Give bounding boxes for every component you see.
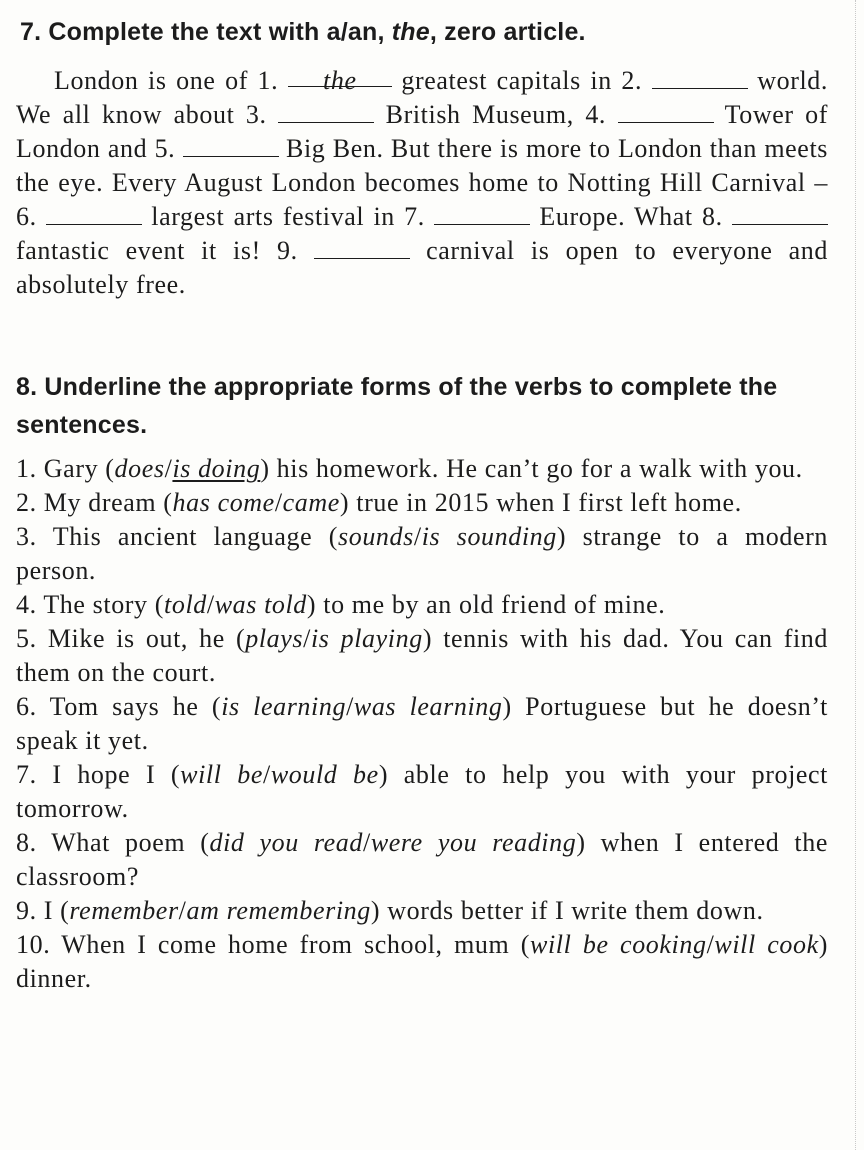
task-7-title-italic: the <box>391 18 430 46</box>
verb-option-a[interactable]: will be cooking <box>530 930 707 959</box>
sentence-item: 9. I (remember/am remembering) words better if I write them down. <box>16 896 764 925</box>
passage-segment: Europe. What 8. <box>530 202 732 231</box>
task-7-passage <box>16 64 828 302</box>
verb-option-b[interactable]: is sounding <box>421 522 557 551</box>
blank-7[interactable] <box>434 202 530 225</box>
verb-option-a[interactable]: plays <box>245 624 304 653</box>
verb-option-a[interactable]: has come <box>172 488 275 517</box>
sentence-text: ) to me by an old friend of mine. <box>306 590 666 619</box>
page-edge-dotted-border <box>855 0 864 1150</box>
verb-option-b[interactable]: am remembering <box>186 896 371 925</box>
passage-segment: British Museum, 4. <box>374 100 618 129</box>
verb-option-a[interactable]: does <box>114 454 165 483</box>
sentence-text: 10. When I come home from school, mum ( <box>16 930 531 959</box>
passage-segment: carnival is open to everyone and absolutely free. <box>16 236 829 299</box>
task-7-title-prefix: 7. Complete the text with a/an, <box>20 18 392 46</box>
sentence-item: 4. The story (told/was told) to me by an old friend of mine. <box>16 590 666 619</box>
verb-option-b[interactable]: is playing <box>310 624 423 653</box>
sentence-text: ) tennis with his dad. You can find them on the court. <box>16 624 828 687</box>
sentence-text: ) strange to a modern person. <box>16 522 828 585</box>
verb-option-b[interactable]: was learning <box>353 692 503 721</box>
blank-1-answer[interactable]: the <box>288 64 392 87</box>
blank-2[interactable] <box>652 66 748 89</box>
blank-9[interactable] <box>314 236 410 259</box>
sentence-text: ) words better if I write them down. <box>370 896 764 925</box>
blank-3[interactable] <box>278 100 374 123</box>
verb-option-b[interactable]: will cook <box>714 930 819 959</box>
sentence-text: ) dinner. <box>16 930 828 993</box>
sentence-item: 1. Gary (does/is doing) his homework. He can’t go for a walk with you. <box>16 454 803 483</box>
sentence-text: 4. The story ( <box>16 590 165 619</box>
verb-option-a[interactable]: did you read <box>209 828 363 857</box>
sentence-text: 6. Tom says he ( <box>16 692 222 721</box>
sentence-item: 8. What poem (did you read/were you reading) when I entered the classroom? <box>16 828 828 891</box>
passage-segment: world. We all know about 3. <box>16 66 829 129</box>
sentence-text: ) his homework. He can’t go for a walk with you. <box>260 454 803 483</box>
verb-option-a[interactable]: remember <box>69 896 179 925</box>
passage-segment: London is one of 1. <box>54 66 288 95</box>
sentence-item: 6. Tom says he (is learning/was learning) Portuguese but he doesn’t speak it yet. <box>16 692 828 755</box>
verb-option-b[interactable]: were you reading <box>370 828 577 857</box>
passage-segment: fantastic event it is! 9. <box>16 236 314 265</box>
verb-option-b[interactable]: would be <box>270 760 379 789</box>
task-8-sentence-list <box>16 452 828 996</box>
sentence-item: 2. My dream (has come/came) true in 2015 when I first left home. <box>16 488 742 517</box>
passage-segment: Tower of London and 5. <box>16 100 828 163</box>
verb-option-b[interactable]: is doing <box>172 454 261 483</box>
sentence-text: 5. Mike is out, he ( <box>16 624 246 653</box>
sentence-item: 3. This ancient language (sounds/is sounding) strange to a modern person. <box>16 522 828 585</box>
task-7-title-suffix: , zero article. <box>429 18 586 46</box>
sentence-item: 7. I hope I (will be/would be) able to help you with your project tomorrow. <box>16 760 828 823</box>
sentence-text: 3. This ancient language ( <box>16 522 339 551</box>
verb-option-a[interactable]: sounds <box>338 522 414 551</box>
verb-option-b[interactable]: was told <box>214 590 307 619</box>
sentence-text: 2. My dream ( <box>16 488 173 517</box>
sentence-text: ) able to help you with your project tomorrow. <box>16 760 828 823</box>
sentence-text: 1. Gary ( <box>16 454 115 483</box>
passage-segment: Big Ben. But there is more to London than meets the eye. Every August London becomes home to Notting Hill Carnival – 6. <box>16 134 828 231</box>
verb-option-a[interactable]: told <box>164 590 207 619</box>
verb-option-b[interactable]: came <box>282 488 340 517</box>
sentence-item: 5. Mike is out, he (plays/is playing) tennis with his dad. You can find them on the court. <box>16 624 828 687</box>
verb-option-a[interactable]: is learning <box>221 692 347 721</box>
sentence-text: 9. I ( <box>16 896 70 925</box>
passage-segment: greatest capitals in 2. <box>391 66 652 95</box>
blank-6[interactable] <box>46 202 142 225</box>
blank-4[interactable] <box>618 100 714 123</box>
task-8-title: 8. Underline the appropriate forms of the verbs to complete the sentences. <box>16 373 778 439</box>
sentence-text: ) when I entered the classroom? <box>16 828 828 891</box>
passage-segment: largest arts festival in 7. <box>142 202 435 231</box>
blank-8[interactable] <box>732 202 828 225</box>
sentence-text: 7. I hope I ( <box>16 760 181 789</box>
sentence-text: ) true in 2015 when I first left home. <box>339 488 742 517</box>
verb-option-a[interactable]: will be <box>180 760 263 789</box>
task-7-title <box>20 18 586 47</box>
sentence-text: 8. What poem ( <box>16 828 210 857</box>
sentence-text: ) Portuguese but he doesn’t speak it yet. <box>16 692 828 755</box>
blank-5[interactable] <box>183 134 279 157</box>
sentence-item: 10. When I come home from school, mum (will be cooking/will cook) dinner. <box>16 930 828 993</box>
